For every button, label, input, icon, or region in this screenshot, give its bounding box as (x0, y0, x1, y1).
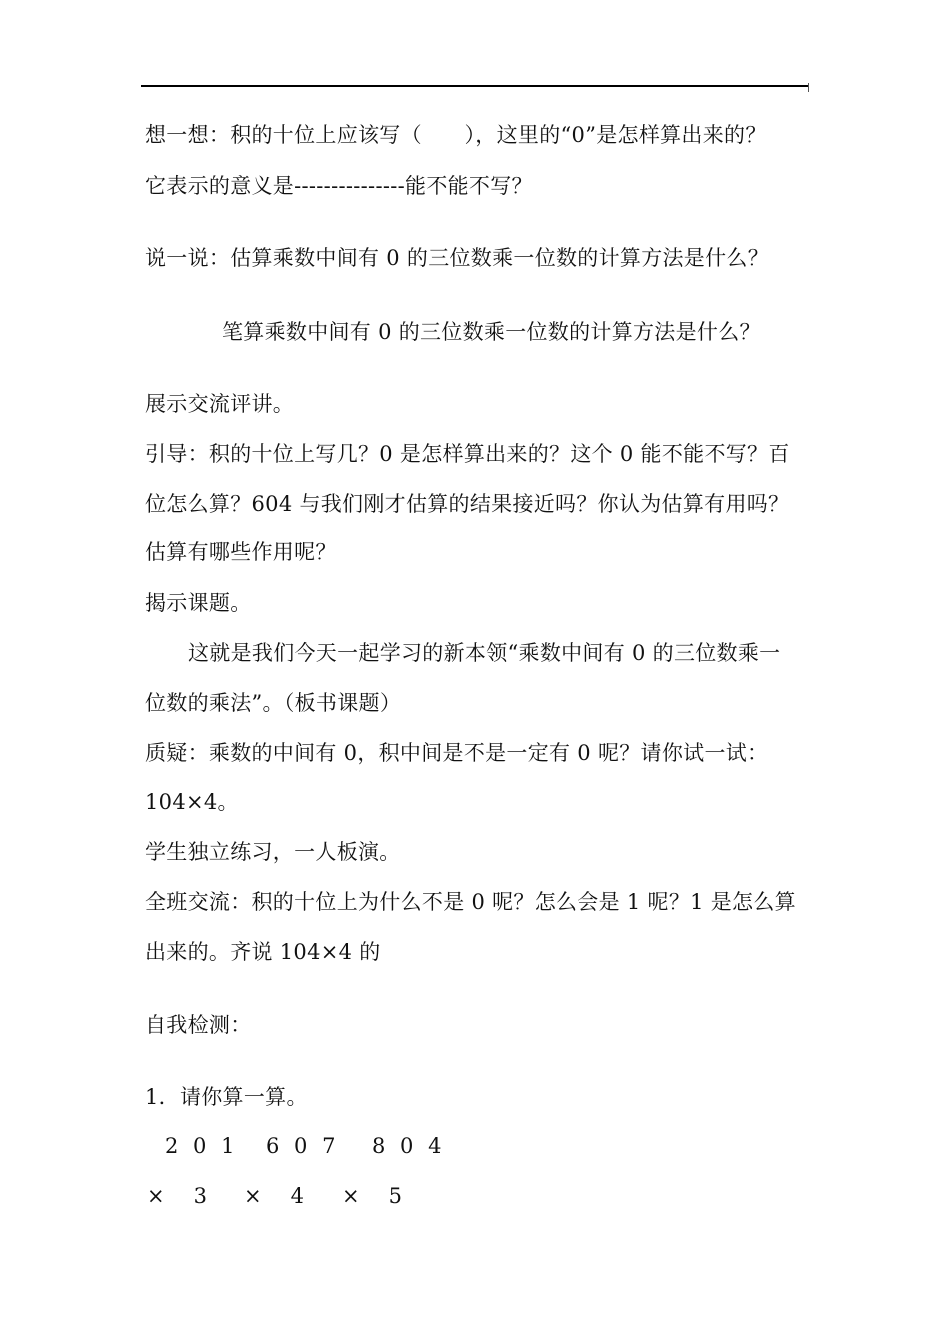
multiplicand-1: 2 0 1 (165, 1134, 239, 1158)
class-exchange-line-1: 全班交流：积的十位上为什么不是 0 呢？怎么会是 1 呢？1 是怎么算 (145, 890, 796, 914)
meaning-question-line: 它表示的意义是---------------能不能不写？ (145, 174, 533, 198)
exercise-1-instruction: 1．请你算一算。 (145, 1085, 308, 1109)
reveal-topic-line: 揭示课题。 (145, 591, 252, 615)
header-rule (141, 85, 809, 87)
present-exchange-line: 展示交流评讲。 (145, 392, 295, 416)
trial-expression-line: 104×4。 (145, 790, 239, 814)
guide-line-1: 引导：积的十位上写几？0 是怎样算出来的？这个 0 能不能不写？百 (145, 442, 790, 466)
guide-line-2: 位怎么算？604 与我们刚才估算的结果接近吗？你认为估算有用吗？ (145, 492, 790, 516)
multiplicand-3: 8 0 4 (372, 1134, 446, 1158)
multiplier-2: × 4 (244, 1184, 308, 1208)
header-rule-tick (808, 83, 809, 92)
multiplicand-2: 6 0 7 (266, 1134, 340, 1158)
guide-line-3: 估算有哪些作用呢？ (145, 540, 337, 564)
question-doubt-line: 质疑：乘数的中间有 0，积中间是不是一定有 0 呢？请你试一试： (145, 741, 769, 765)
independent-practice-line: 学生独立练习，一人板演。 (145, 840, 401, 864)
multiplier-1: × 3 (147, 1184, 211, 1208)
class-exchange-line-2: 出来的。齐说 104×4 的 (145, 940, 381, 964)
self-test-heading: 自我检测： (145, 1013, 252, 1037)
topic-intro-line-2: 位数的乘法”。（板书课题） (145, 691, 402, 715)
topic-intro-line-1: 这就是我们今天一起学习的新本领“乘数中间有 0 的三位数乘一 (188, 641, 781, 665)
written-method-question: 笔算乘数中间有 0 的三位数乘一位数的计算方法是什么？ (222, 320, 761, 344)
think-question-line: 想一想：积的十位上应该写（ ），这里的“0”是怎样算出来的？ (145, 123, 767, 147)
multiplier-3: × 5 (342, 1184, 406, 1208)
estimate-method-question: 说一说：估算乘数中间有 0 的三位数乘一位数的计算方法是什么？ (145, 246, 770, 270)
